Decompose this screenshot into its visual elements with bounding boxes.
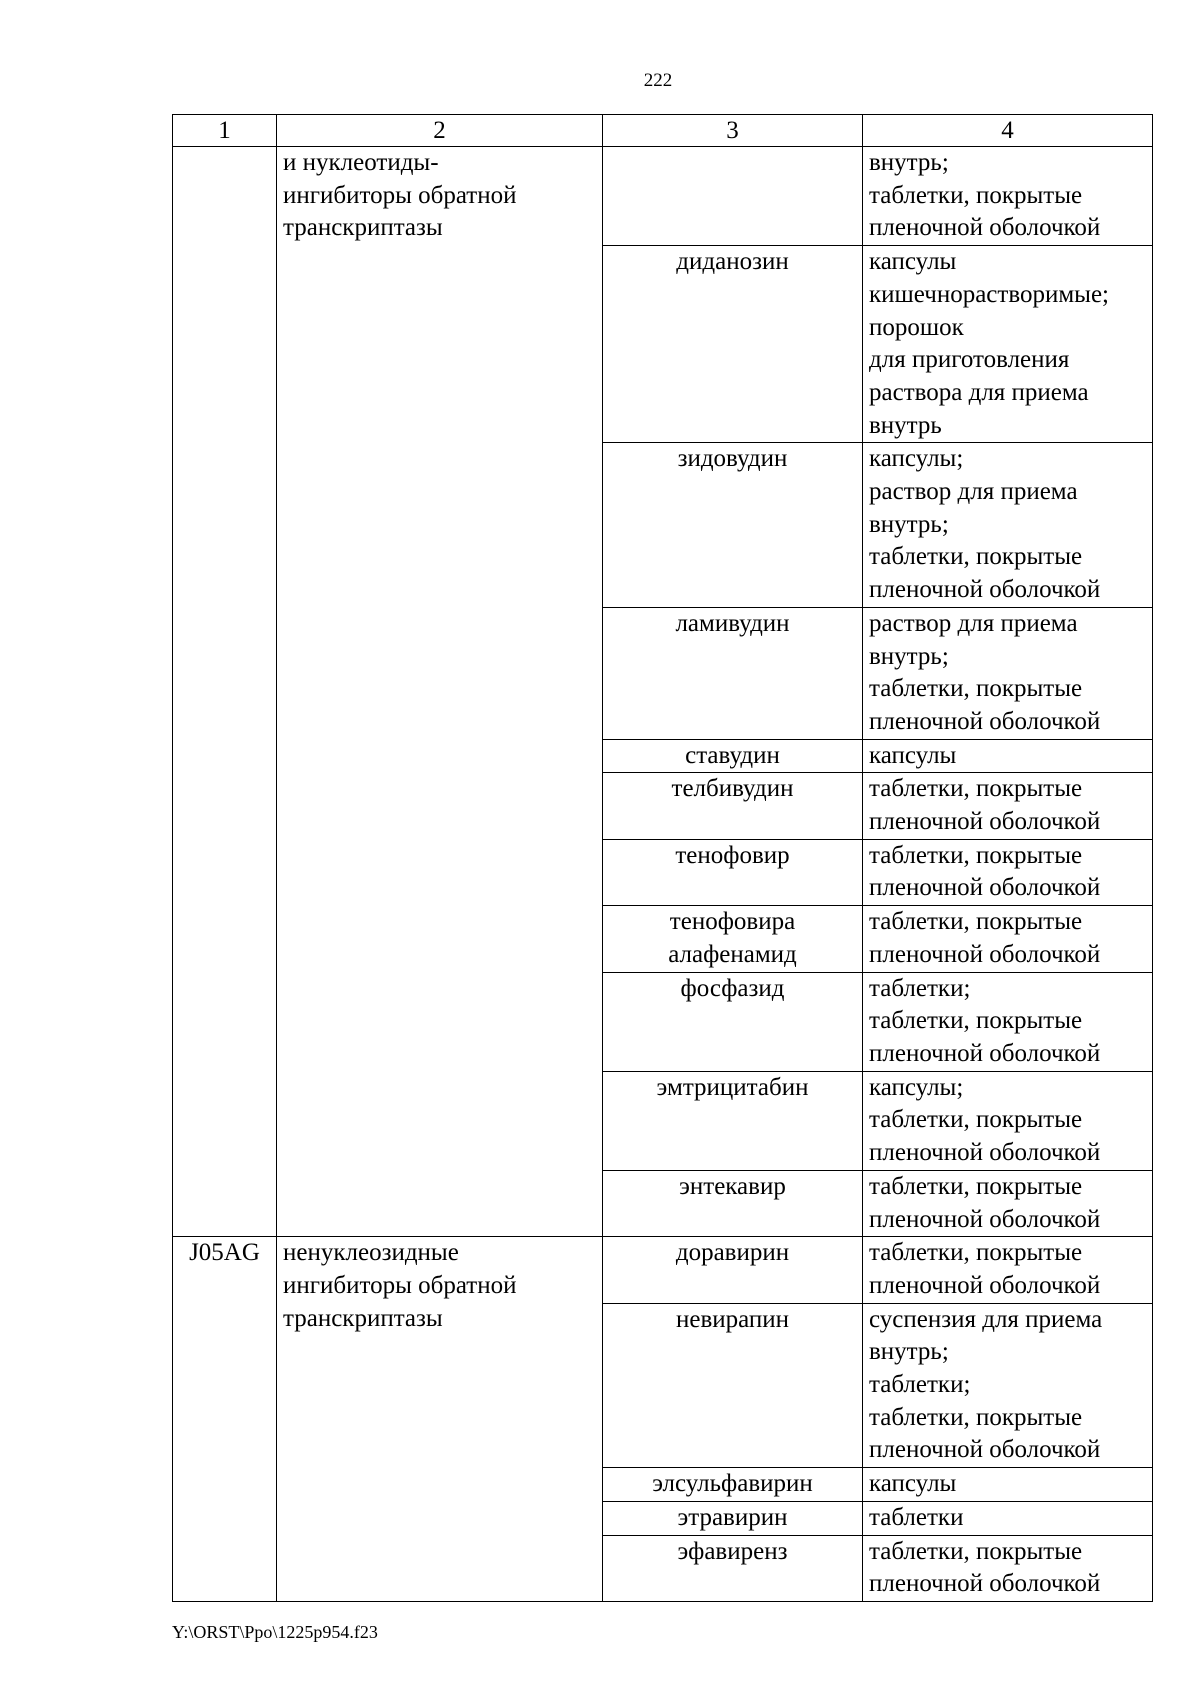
drug-name-cell: этравирин	[603, 1501, 863, 1535]
dosage-form-cell: суспензия для приема внутрь; таблетки; таблетки, покрытые пленочной оболочкой	[863, 1303, 1153, 1468]
dosage-form-cell: таблетки, покрытые пленочной оболочкой	[863, 906, 1153, 972]
drug-name-cell: доравирин	[603, 1237, 863, 1303]
dosage-form-cell: внутрь; таблетки, покрытые пленочной оболочкой	[863, 147, 1153, 246]
drug-name-cell: ставудин	[603, 739, 863, 773]
drug-name-cell: невирапин	[603, 1303, 863, 1468]
atc-code-cell	[173, 147, 277, 1237]
drug-name-cell: эфавиренз	[603, 1535, 863, 1601]
drug-name-cell: зидовудин	[603, 443, 863, 608]
header-row	[173, 115, 1153, 147]
page-number: 222	[643, 70, 673, 91]
drug-table	[172, 114, 1153, 1602]
dosage-form-cell: раствор для приема внутрь; таблетки, покрытые пленочной оболочкой	[863, 607, 1153, 739]
dosage-form-cell: таблетки; таблетки, покрытые пленочной оболочкой	[863, 972, 1153, 1071]
dosage-form-cell: таблетки, покрытые пленочной оболочкой	[863, 1170, 1153, 1236]
drug-name-cell: энтекавир	[603, 1170, 863, 1236]
table-row	[173, 147, 1153, 246]
header-col-3: 3	[603, 115, 863, 147]
dosage-form-cell: капсулы; раствор для приема внутрь; таблетки, покрытые пленочной оболочкой	[863, 443, 1153, 608]
dosage-form-cell: таблетки	[863, 1501, 1153, 1535]
group-name-cell: ненуклеозидные ингибиторы обратной транскриптазы	[277, 1237, 603, 1602]
group-name-cell: и нуклеотиды- ингибиторы обратной транскриптазы	[277, 147, 603, 1237]
drug-name-cell: ламивудин	[603, 607, 863, 739]
drug-name-cell: тенофовир	[603, 839, 863, 905]
drug-name-cell: элсульфавирин	[603, 1468, 863, 1502]
file-path-footer: Y:\ORST\Ppo\1225p954.f23	[172, 1622, 378, 1642]
drug-name-cell	[603, 147, 863, 246]
drug-table-body	[173, 115, 1153, 1602]
dosage-form-cell: капсулы	[863, 739, 1153, 773]
dosage-form-cell: таблетки, покрытые пленочной оболочкой	[863, 773, 1153, 839]
drug-name-cell: телбивудин	[603, 773, 863, 839]
atc-code-cell: J05AG	[173, 1237, 277, 1602]
dosage-form-cell: капсулы	[863, 1468, 1153, 1502]
drug-name-cell: тенофовира алафенамид	[603, 906, 863, 972]
drug-name-cell: диданозин	[603, 246, 863, 443]
dosage-form-cell: таблетки, покрытые пленочной оболочкой	[863, 1237, 1153, 1303]
table-row	[173, 1237, 1153, 1303]
drug-name-cell: фосфазид	[603, 972, 863, 1071]
header-col-2: 2	[277, 115, 603, 147]
dosage-form-cell: капсулы; таблетки, покрытые пленочной оболочкой	[863, 1071, 1153, 1170]
header-col-1: 1	[173, 115, 277, 147]
dosage-form-cell: таблетки, покрытые пленочной оболочкой	[863, 1535, 1153, 1601]
dosage-form-cell: таблетки, покрытые пленочной оболочкой	[863, 839, 1153, 905]
drug-name-cell: эмтрицитабин	[603, 1071, 863, 1170]
header-col-4: 4	[863, 115, 1153, 147]
dosage-form-cell: капсулы кишечнорастворимые; порошок для приготовления раствора для приема внутрь	[863, 246, 1153, 443]
